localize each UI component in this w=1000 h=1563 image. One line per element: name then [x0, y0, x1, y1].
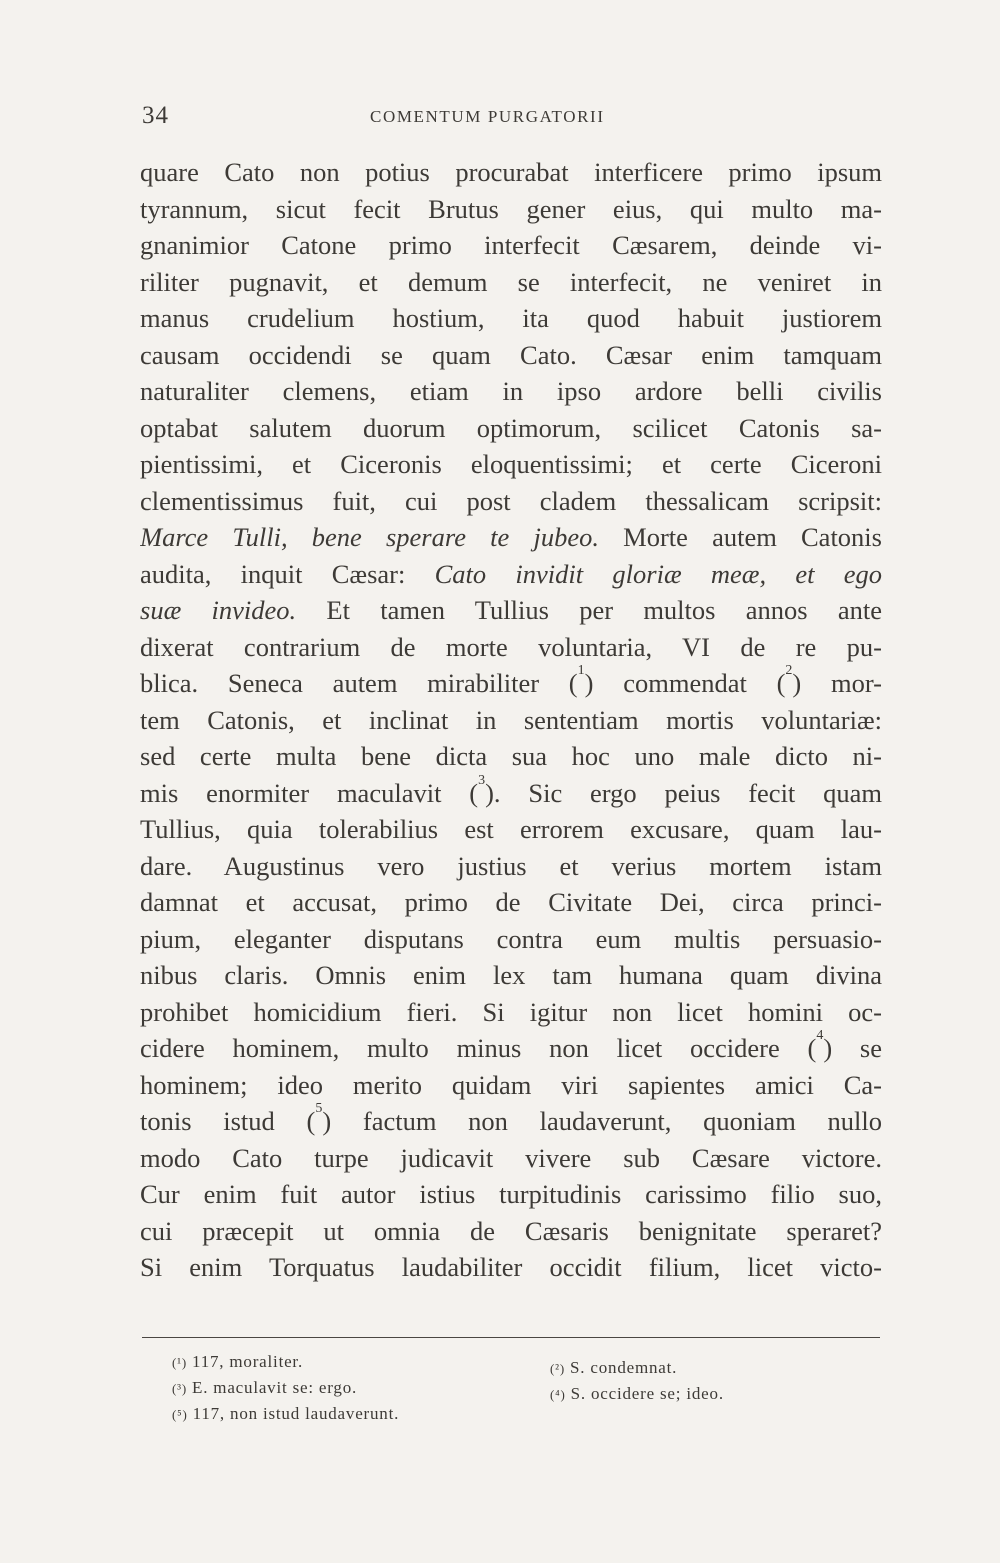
- footnote: [172, 1349, 532, 1375]
- footnote-text: 117, non istud laudaverunt.: [187, 1404, 400, 1423]
- text-segment: dare. Augustinus vero justius et verius mortem istam: [140, 850, 882, 881]
- text-line: [140, 519, 882, 556]
- text-line: [140, 665, 882, 702]
- text-segment: naturaliter clemens, etiam in ipso ardore belli civilis: [140, 376, 882, 406]
- text-line: [140, 811, 882, 848]
- text-segment: riliter pugnavit, et demum se interfecit, ne veniret in: [140, 266, 882, 297]
- text-line: [140, 446, 882, 483]
- text-segment: ) se: [823, 1033, 882, 1063]
- footnote-text: S. occidere se; ideo.: [565, 1384, 724, 1403]
- text-line: [140, 629, 882, 666]
- text-line: [140, 702, 882, 739]
- footnote-reference: 3: [478, 774, 486, 788]
- italic-quote: Cato invidit gloriæ meæ, et ego: [434, 558, 882, 589]
- text-line: [140, 775, 882, 812]
- page-number: 34: [142, 102, 169, 129]
- text-line: [140, 300, 882, 337]
- footnote-mark: (¹): [172, 1355, 187, 1370]
- text-segment: pium, eleganter disputans contra eum multis persuasio-: [140, 923, 882, 954]
- text-line: [140, 1030, 882, 1067]
- text-segment: gnanimior Catone primo interfecit Cæsarem, deinde vi-: [140, 230, 882, 260]
- text-line: [140, 154, 882, 191]
- footnote-reference: 4: [816, 1030, 824, 1043]
- text-segment: tonis istud (: [140, 1106, 316, 1136]
- text-line: [140, 994, 882, 1031]
- text-segment: tyrannum, sicut fecit Brutus gener eius, qui multo ma-: [140, 193, 882, 224]
- text-segment: cidere hominem, multo minus non licet occidere (: [140, 1033, 817, 1063]
- footnote: [550, 1381, 880, 1407]
- text-line: [140, 191, 882, 228]
- text-segment: Si enim Torquatus laudabiliter occidit filium, licet victo-: [140, 1252, 882, 1282]
- text-segment: Tullius, quia tolerabilius est errorem excusare, quam lau-: [140, 814, 882, 844]
- footnote-reference: 1: [577, 665, 585, 678]
- italic-quote: Marce Tulli, bene sperare te jubeo.: [140, 522, 599, 552]
- footnotes-left-column: [172, 1349, 532, 1427]
- footnote-text: E. maculavit se: ergo.: [186, 1378, 358, 1397]
- text-segment: hominem; ideo merito quidam viri sapientes amici Ca-: [140, 1069, 882, 1100]
- footnote: [172, 1401, 532, 1427]
- footnote-text: S. condemnat.: [564, 1358, 678, 1377]
- text-line: [140, 957, 882, 994]
- text-segment: nibus claris. Omnis enim lex tam humana quam divina: [140, 960, 882, 990]
- footnote-reference: 2: [785, 665, 793, 678]
- text-line: [140, 848, 882, 885]
- footnote-reference: 5: [315, 1103, 323, 1116]
- footnote-mark: (²): [550, 1361, 565, 1376]
- footnote-mark: (³): [172, 1381, 187, 1396]
- text-segment: manus crudelium hostium, ita quod habuit justiorem: [140, 303, 882, 333]
- text-line: [140, 483, 882, 520]
- footnote-divider: [142, 1337, 880, 1338]
- text-segment: Cur enim fuit autor istius turpitudinis carissimo filio suo,: [140, 1179, 882, 1209]
- text-segment: ) commendat (: [584, 668, 786, 698]
- text-line: [140, 556, 882, 593]
- text-segment: audita, inquit Cæsar:: [140, 558, 435, 589]
- text-line: [140, 1067, 882, 1104]
- text-line: [140, 337, 882, 374]
- text-line: [140, 373, 882, 410]
- text-line: [140, 738, 882, 775]
- text-segment: mis enormiter maculavit (: [140, 777, 479, 808]
- running-title: COMENTUM PURGATORII: [370, 107, 605, 126]
- text-line: [140, 410, 882, 447]
- text-segment: dixerat contrarium de morte voluntaria, VI de re pu-: [140, 631, 882, 662]
- text-segment: ) mor-: [792, 668, 882, 698]
- text-line: [140, 884, 882, 921]
- page-header: [140, 102, 882, 132]
- footnote-mark: (⁵): [172, 1407, 188, 1422]
- text-segment: ) factum non laudaverunt, quoniam nullo: [322, 1106, 882, 1136]
- text-segment: clementissimus fuit, cui post cladem thessalicam scripsit:: [140, 485, 882, 516]
- body-text: [140, 154, 882, 1286]
- text-segment: tem Catonis, et inclinat in sententiam mortis voluntariæ:: [140, 704, 882, 735]
- footnote-text: 117, moraliter.: [186, 1352, 304, 1371]
- footnote: [550, 1355, 880, 1381]
- italic-quote: suæ invideo.: [140, 595, 297, 625]
- text-segment: damnat et accusat, primo de Civitate Dei, circa princi-: [140, 887, 882, 917]
- text-line: [140, 1140, 882, 1177]
- text-segment: optabat salutem duorum optimorum, scilicet Catonis sa-: [140, 412, 882, 443]
- text-segment: causam occidendi se quam Cato. Cæsar enim tamquam: [140, 339, 882, 370]
- text-line: [140, 227, 882, 264]
- text-line: [140, 592, 882, 629]
- text-segment: Morte autem Catonis: [598, 522, 882, 552]
- footnote-mark: (⁴): [550, 1387, 566, 1402]
- text-line: [140, 1176, 882, 1213]
- text-segment: quare Cato non potius procurabat interficere primo ipsum: [140, 157, 882, 187]
- text-segment: ). Sic ergo peius fecit quam: [485, 777, 882, 808]
- footnote: [172, 1375, 532, 1401]
- text-segment: modo Cato turpe judicavit vivere sub Cæsare victore.: [140, 1142, 882, 1173]
- text-line: [140, 264, 882, 301]
- text-line: [140, 1249, 882, 1286]
- text-line: [140, 1103, 882, 1140]
- text-segment: cui præcepit ut omnia de Cæsaris benignitate speraret?: [140, 1215, 882, 1246]
- text-segment: blica. Seneca autem mirabiliter (: [140, 668, 578, 698]
- text-line: [140, 921, 882, 958]
- text-line: [140, 1213, 882, 1250]
- text-segment: Et tamen Tullius per multos annos ante: [296, 595, 882, 625]
- text-segment: prohibet homicidium fieri. Si igitur non licet homini oc-: [140, 996, 882, 1027]
- footnotes-right-column: [550, 1355, 880, 1407]
- text-segment: sed certe multa bene dicta sua hoc uno male dicto ni-: [140, 741, 882, 771]
- text-segment: pientissimi, et Ciceronis eloquentissimi; et certe Ciceroni: [140, 449, 882, 479]
